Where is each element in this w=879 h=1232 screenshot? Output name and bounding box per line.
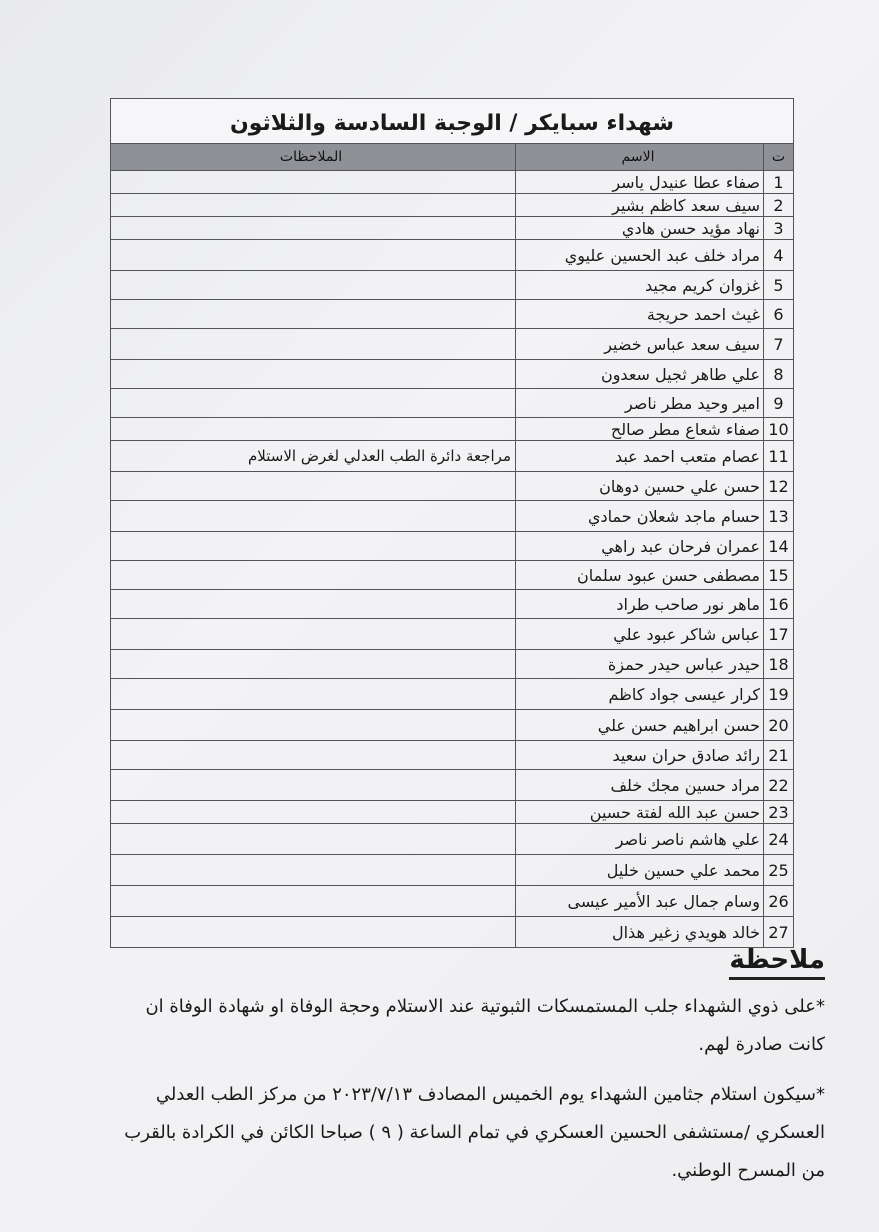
notes-section — [115, 945, 825, 1190]
row-note — [111, 532, 515, 560]
table-row — [111, 710, 793, 741]
table-header-row — [111, 144, 793, 171]
row-note — [111, 360, 515, 388]
row-num: 15 — [763, 561, 793, 589]
row-note — [111, 679, 515, 709]
row-num: 13 — [763, 501, 793, 531]
row-num: 3 — [763, 217, 793, 239]
row-name: مراد حسين مجك خلف — [515, 770, 763, 800]
row-name: صفاء شعاع مطر صالح — [515, 418, 763, 440]
notes-heading: ملاحظة — [729, 945, 825, 980]
row-name: عصام متعب احمد عبد — [515, 441, 763, 471]
table-row — [111, 217, 793, 240]
table-row — [111, 418, 793, 441]
table-row — [111, 650, 793, 679]
row-note — [111, 770, 515, 800]
row-note — [111, 650, 515, 678]
table-row — [111, 171, 793, 194]
note-paragraph-2: *سيكون استلام جثامين الشهداء يوم الخميس المصادف ٢٠٢٣/٧/١٣ من مركز الطب العدلي العسكري /مستشفى الحسين العسكري في تمام الساعة ( ٩ ) صباحا الكائن في الكرادة بالقرب من المسرح الوطني. — [124, 1084, 825, 1181]
table-row — [111, 917, 793, 947]
row-num: 20 — [763, 710, 793, 740]
row-num: 21 — [763, 741, 793, 769]
row-name: نهاد مؤيد حسن هادي — [515, 217, 763, 239]
table-row — [111, 561, 793, 590]
note-paragraph-1: *على ذوي الشهداء جلب المستمسكات الثبوتية عند الاستلام وحجة الوفاة او شهادة الوفاة ان كانت صادرة لهم. — [145, 996, 825, 1055]
table-row — [111, 360, 793, 389]
row-note — [111, 710, 515, 740]
row-note — [111, 300, 515, 328]
row-name: سيف سعد عباس خضير — [515, 329, 763, 359]
row-name: غيث احمد حريجة — [515, 300, 763, 328]
table-row — [111, 441, 793, 472]
table-row — [111, 801, 793, 824]
table-row — [111, 389, 793, 418]
row-num: 24 — [763, 824, 793, 854]
row-num: 26 — [763, 886, 793, 916]
table-row — [111, 824, 793, 855]
row-num: 17 — [763, 619, 793, 649]
row-name: كرار عيسى جواد كاظم — [515, 679, 763, 709]
row-name: حيدر عباس حيدر حمزة — [515, 650, 763, 678]
row-name: خالد هويدي زغير هذال — [515, 917, 763, 947]
row-name: غزوان كريم مجيد — [515, 271, 763, 299]
row-name: امير وحيد مطر ناصر — [515, 389, 763, 417]
row-num: 4 — [763, 240, 793, 270]
table-row — [111, 886, 793, 917]
row-num: 9 — [763, 389, 793, 417]
row-note — [111, 590, 515, 618]
row-num: 11 — [763, 441, 793, 471]
row-name: ماهر نور صاحب طراد — [515, 590, 763, 618]
table-row — [111, 770, 793, 801]
header-name: الاسم — [515, 144, 763, 170]
row-num: 2 — [763, 194, 793, 216]
row-note — [111, 619, 515, 649]
row-num: 12 — [763, 472, 793, 500]
row-name: حسن ابراهيم حسن علي — [515, 710, 763, 740]
table-row — [111, 472, 793, 501]
row-name: حسام ماجد شعلان حمادي — [515, 501, 763, 531]
row-note — [111, 472, 515, 500]
table-row — [111, 271, 793, 300]
row-name: علي طاهر ثجيل سعدون — [515, 360, 763, 388]
row-note — [111, 271, 515, 299]
row-note — [111, 171, 515, 193]
row-note — [111, 886, 515, 916]
row-note: مراجعة دائرة الطب العدلي لغرض الاستلام — [248, 447, 511, 465]
table-row — [111, 590, 793, 619]
row-name: عباس شاكر عبود علي — [515, 619, 763, 649]
row-name: علي هاشم ناصر ناصر — [515, 824, 763, 854]
table-row — [111, 679, 793, 710]
table-row — [111, 532, 793, 561]
row-note — [111, 917, 515, 947]
row-note — [111, 801, 515, 823]
row-note — [111, 194, 515, 216]
header-notes: الملاحظات — [279, 149, 343, 165]
row-note — [111, 824, 515, 854]
row-num: 7 — [763, 329, 793, 359]
table-row — [111, 855, 793, 886]
row-note — [111, 501, 515, 531]
row-note — [111, 855, 515, 885]
row-num: 10 — [763, 418, 793, 440]
table-row — [111, 194, 793, 217]
table-row — [111, 240, 793, 271]
row-note — [111, 741, 515, 769]
row-note — [111, 561, 515, 589]
row-note — [111, 418, 515, 440]
row-name: وسام جمال عبد الأمير عيسى — [515, 886, 763, 916]
row-note — [111, 389, 515, 417]
header-num: ت — [763, 144, 793, 170]
table-row — [111, 300, 793, 329]
row-name: رائد صادق حران سعيد — [515, 741, 763, 769]
table-title: شهداء سبايكر / الوجبة السادسة والثلاثون — [111, 99, 793, 144]
row-num: 16 — [763, 590, 793, 618]
row-name: عمران فرحان عبد راهي — [515, 532, 763, 560]
row-note — [111, 217, 515, 239]
row-num: 27 — [763, 917, 793, 947]
row-name: مصطفى حسن عبود سلمان — [515, 561, 763, 589]
row-name: صفاء عطا عنيدل ياسر — [515, 171, 763, 193]
row-name: حسن علي حسين دوهان — [515, 472, 763, 500]
row-num: 18 — [763, 650, 793, 678]
row-name: سيف سعد كاظم بشير — [515, 194, 763, 216]
row-num: 22 — [763, 770, 793, 800]
row-num: 14 — [763, 532, 793, 560]
row-note — [111, 329, 515, 359]
row-num: 8 — [763, 360, 793, 388]
row-name: محمد علي حسين خليل — [515, 855, 763, 885]
table-body — [111, 171, 793, 947]
table-row — [111, 501, 793, 532]
row-num: 6 — [763, 300, 793, 328]
table-row — [111, 329, 793, 360]
table-row — [111, 619, 793, 650]
row-num: 5 — [763, 271, 793, 299]
row-name: مراد خلف عبد الحسين عليوي — [515, 240, 763, 270]
row-num: 1 — [763, 171, 793, 193]
row-num: 19 — [763, 679, 793, 709]
row-num: 23 — [763, 801, 793, 823]
row-name: حسن عبد الله لفتة حسين — [515, 801, 763, 823]
table-row — [111, 741, 793, 770]
row-note — [111, 240, 515, 270]
row-num: 25 — [763, 855, 793, 885]
martyrs-table — [110, 98, 794, 948]
